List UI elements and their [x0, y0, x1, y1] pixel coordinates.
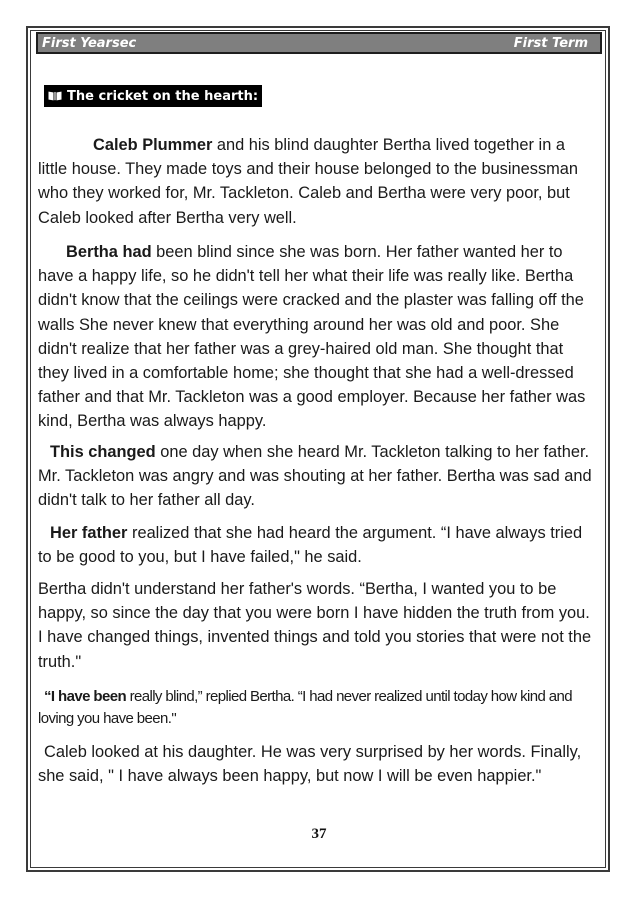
para-3-lead: This changed [50, 443, 156, 461]
paragraph-4 [38, 521, 598, 569]
para-5-text: Bertha didn't understand her father's words. “Bertha, I wanted you to be happy, so since the day that you were born I have hidden the truth from you. I have changed things, invented things and told you stories that were not the truth." [38, 580, 592, 671]
paragraph-6 [38, 686, 598, 730]
paragraph-7 [38, 740, 598, 788]
paragraph-5 [38, 577, 598, 674]
para-6-lead: “I have been [44, 688, 127, 705]
header-term: First Term [513, 36, 588, 51]
story-title: The cricket on the hearth: [67, 88, 259, 104]
para-6-text: really blind,” replied Bertha. “I had never realized until today how kind and loving you have been." [38, 688, 572, 727]
paragraph-3 [38, 440, 598, 513]
para-1-lead: Caleb Plummer [93, 136, 213, 154]
para-2-text: been blind since she was born. Her father wanted her to have a happy life, so he didn't tell her what their life was really like. Bertha didn't know that the ceilings were cracked and the plaster was falling off the walls She never knew that everything around her was old and poor. She didn't realize that her father was a grey-haired old man. She thought that they lived in a comfortable home; she thought that she had a well-dressed father and that Mr. Tackleton was a good employer. Because her father was kind, Bertha was always happy. [38, 243, 586, 431]
para-7-text: Caleb looked at his daughter. He was very surprised by her words. Finally, she said, " I have always been happy, but now I will be even happier." [38, 743, 582, 786]
page-number: 37 [311, 826, 327, 842]
open-book-icon [47, 90, 63, 102]
para-3-text: one day when she heard Mr. Tackleton talking to her father. Mr. Tackleton was angry and was shouting at her father. Bertha was sad and didn't talk to her father all day. [38, 443, 592, 510]
paragraph-2 [38, 240, 598, 434]
page-header [36, 32, 602, 54]
para-4-text: realized that she had heard the argument. “I have always tried to be good to you, but I have failed," he said. [38, 524, 583, 567]
para-1-text: and his blind daughter Bertha lived together in a little house. They made toys and their house belonged to the businessman who they worked for, Mr. Tackleton. Caleb and Bertha were very poor, but Caleb looked after Bertha very well. [38, 136, 579, 227]
paragraph-1 [38, 133, 598, 230]
para-2-lead: Bertha had [66, 243, 152, 261]
para-4-lead: Her father [50, 524, 128, 542]
story-title-box [44, 85, 262, 107]
header-year: First Yearsec [42, 36, 137, 51]
